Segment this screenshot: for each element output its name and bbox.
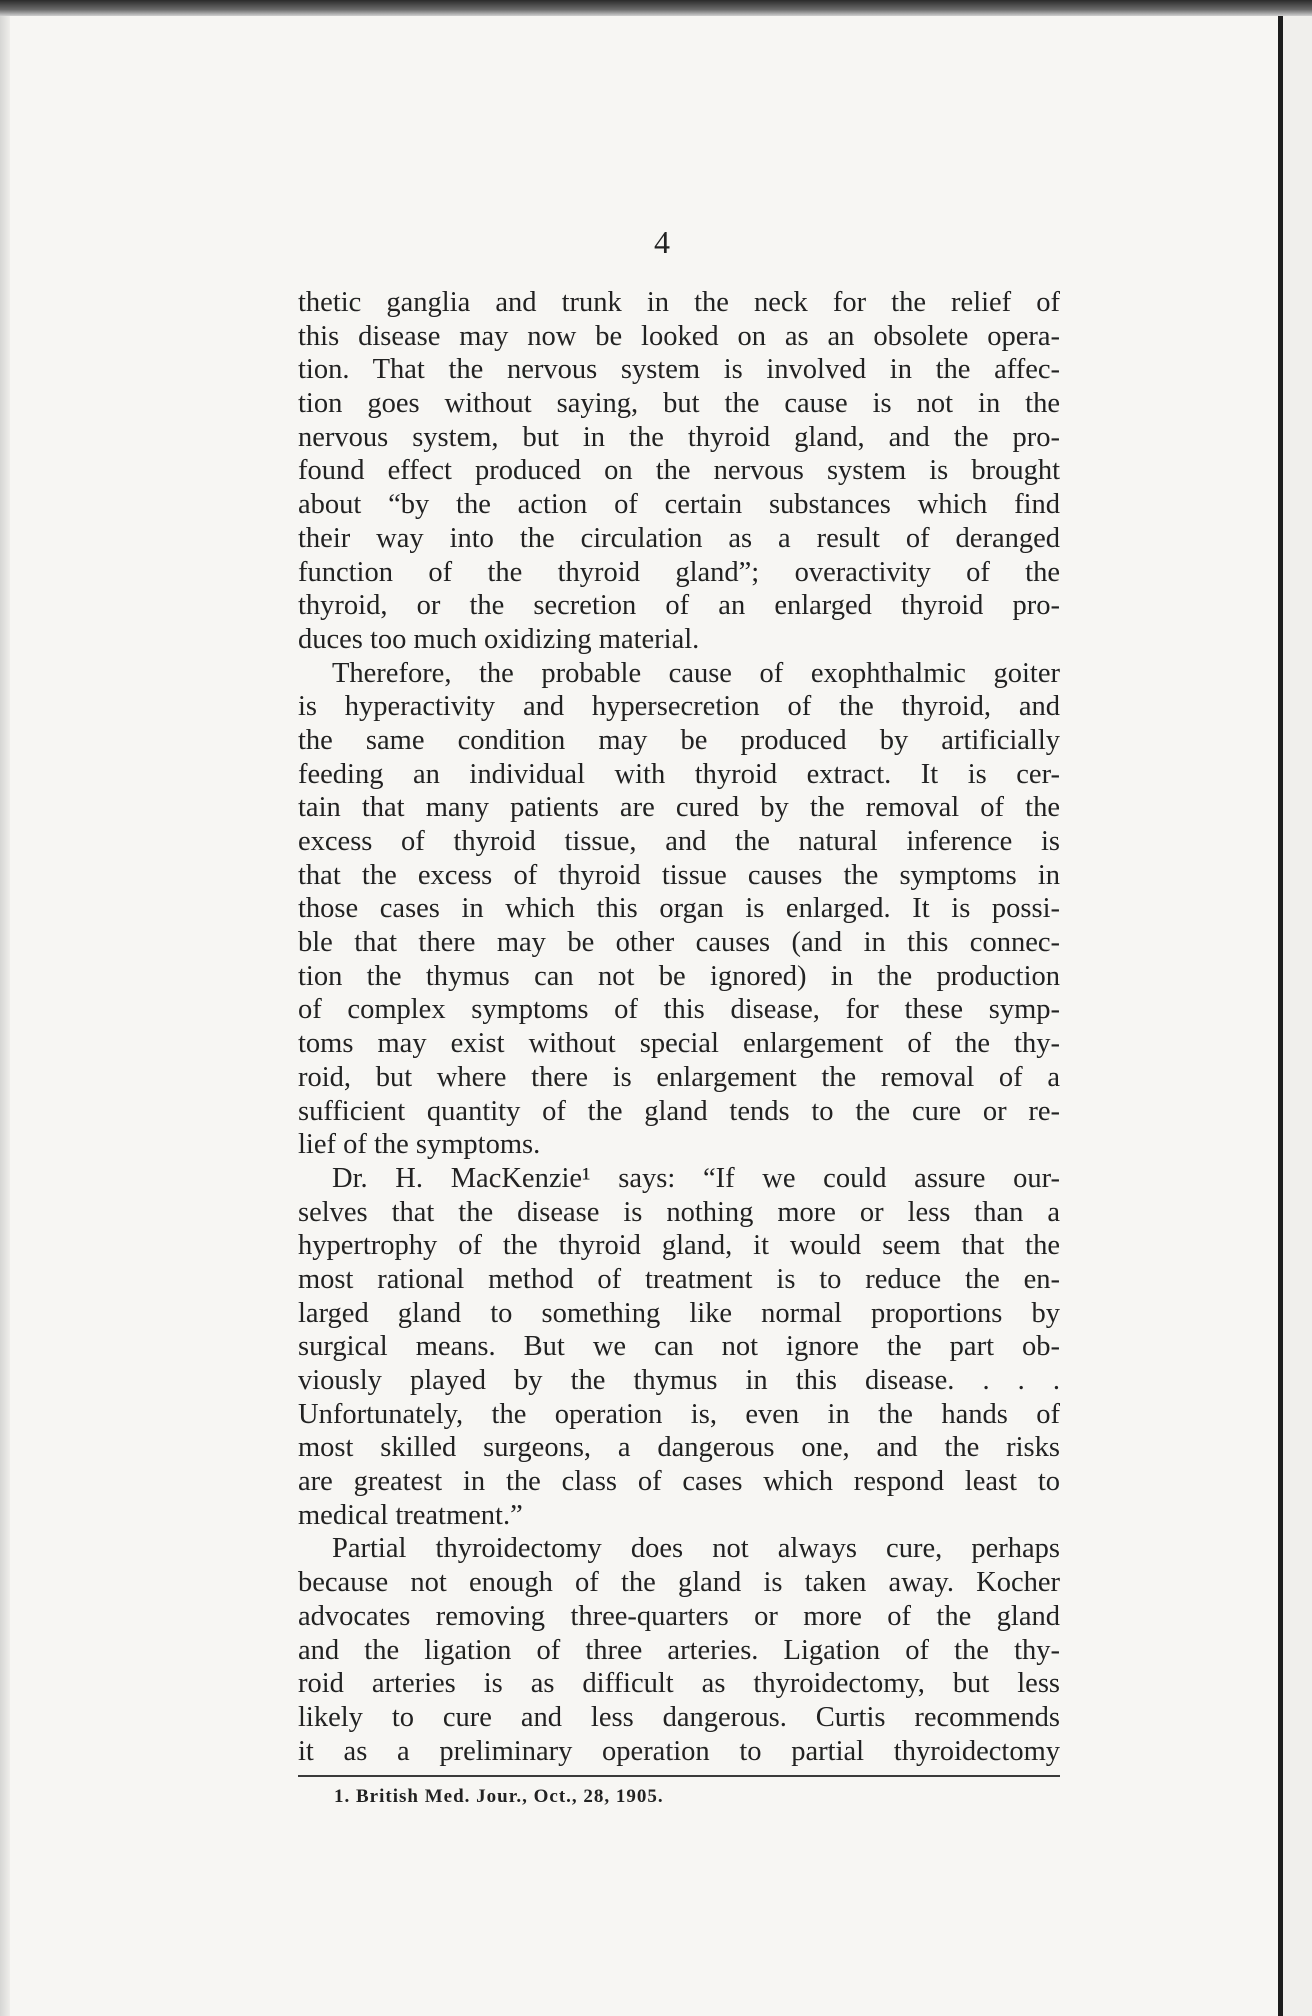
page-number: 4	[654, 224, 670, 260]
footnote-divider	[298, 1775, 1060, 1777]
text-line: those cases in which this organ is enlarged. It is possi-	[298, 893, 1060, 925]
text-line: duces too much oxidizing material.	[298, 623, 700, 655]
text-line: surgical means. But we can not ignore the part ob-	[298, 1331, 1060, 1363]
text-line: about “by the action of certain substances which find	[298, 489, 1060, 521]
text-line: roid arteries is as difficult as thyroidectomy, but less	[298, 1668, 1060, 1700]
text-line: larged gland to something like normal proportions by	[298, 1297, 1060, 1329]
text-line: tain that many patients are cured by the removal of the	[298, 792, 1060, 824]
text-line: viously played by the thymus in this disease. . . .	[298, 1365, 1060, 1396]
text-line: are greatest in the class of cases which respond least to	[298, 1466, 1060, 1498]
text-line: function of the thyroid gland”; overactivity of the	[298, 556, 1060, 588]
text-line: is hyperactivity and hypersecretion of the thyroid, and	[298, 691, 1060, 723]
text-line: thyroid, or the secretion of an enlarged thyroid pro-	[298, 590, 1060, 622]
text-line: because not enough of the gland is taken away. Kocher	[298, 1567, 1060, 1599]
scan-left-edge	[0, 16, 10, 2016]
text-line: excess of thyroid tissue, and the natural inference is	[298, 826, 1060, 857]
text-line: nervous system, but in the thyroid gland, and the pro-	[298, 421, 1060, 453]
text-line: tion the thymus can not be ignored) in the production	[298, 960, 1060, 992]
text-line: thetic ganglia and trunk in the neck for the relief of	[298, 287, 1060, 318]
text-line: feeding an individual with thyroid extract. It is cer-	[298, 758, 1060, 790]
text-line: ble that there may be other causes (and in this connec-	[298, 927, 1060, 959]
text-line: that the excess of thyroid tissue causes the symptoms in	[298, 859, 1060, 891]
text-line: Unfortunately, the operation is, even in the hands of	[298, 1398, 1060, 1430]
scan-top-edge	[0, 0, 1312, 16]
body-text	[298, 286, 1060, 1768]
text-line: this disease may now be looked on as an obsolete opera-	[298, 320, 1060, 352]
text-line: most rational method of treatment is to reduce the en-	[298, 1263, 1060, 1295]
text-line: and the ligation of three arteries. Ligation of the thy-	[298, 1634, 1060, 1666]
text-line: of complex symptoms of this disease, for these symp-	[298, 994, 1060, 1026]
text-line: it as a preliminary operation to partial thyroidectomy	[298, 1735, 1060, 1767]
footnote: 1. British Med. Jour., Oct., 28, 1905.	[334, 1786, 664, 1807]
text-line: Therefore, the probable cause of exophthalmic goiter	[332, 657, 1060, 689]
text-line: selves that the disease is nothing more or less than a	[298, 1196, 1060, 1228]
text-line: likely to cure and less dangerous. Curtis recommends	[298, 1701, 1060, 1733]
text-line: roid, but where there is enlargement the removal of a	[298, 1061, 1060, 1093]
text-line: tion. That the nervous system is involved in the affec-	[298, 354, 1060, 386]
text-line: Partial thyroidectomy does not always cure, perhaps	[332, 1533, 1060, 1565]
text-line: tion goes without saying, but the cause is not in the	[298, 388, 1060, 420]
text-line: their way into the circulation as a result of deranged	[298, 522, 1060, 554]
text-line: hypertrophy of the thyroid gland, it would seem that the	[298, 1230, 1060, 1262]
text-line: most skilled surgeons, a dangerous one, and the risks	[298, 1432, 1060, 1464]
text-line: found effect produced on the nervous system is brought	[298, 455, 1060, 487]
text-line: Dr. H. MacKenzie¹ says: “If we could assure our-	[332, 1162, 1060, 1194]
text-line: sufficient quantity of the gland tends to the cure or re-	[298, 1095, 1060, 1127]
text-line: lief of the symptoms.	[298, 1129, 541, 1161]
text-line: the same condition may be produced by artificially	[298, 724, 1060, 756]
text-line: advocates removing three-quarters or more of the gland	[298, 1600, 1060, 1632]
scan-right-margin	[1283, 16, 1312, 2016]
text-line: medical treatment.”	[298, 1499, 523, 1531]
text-line: toms may exist without special enlargement of the thy-	[298, 1028, 1060, 1060]
